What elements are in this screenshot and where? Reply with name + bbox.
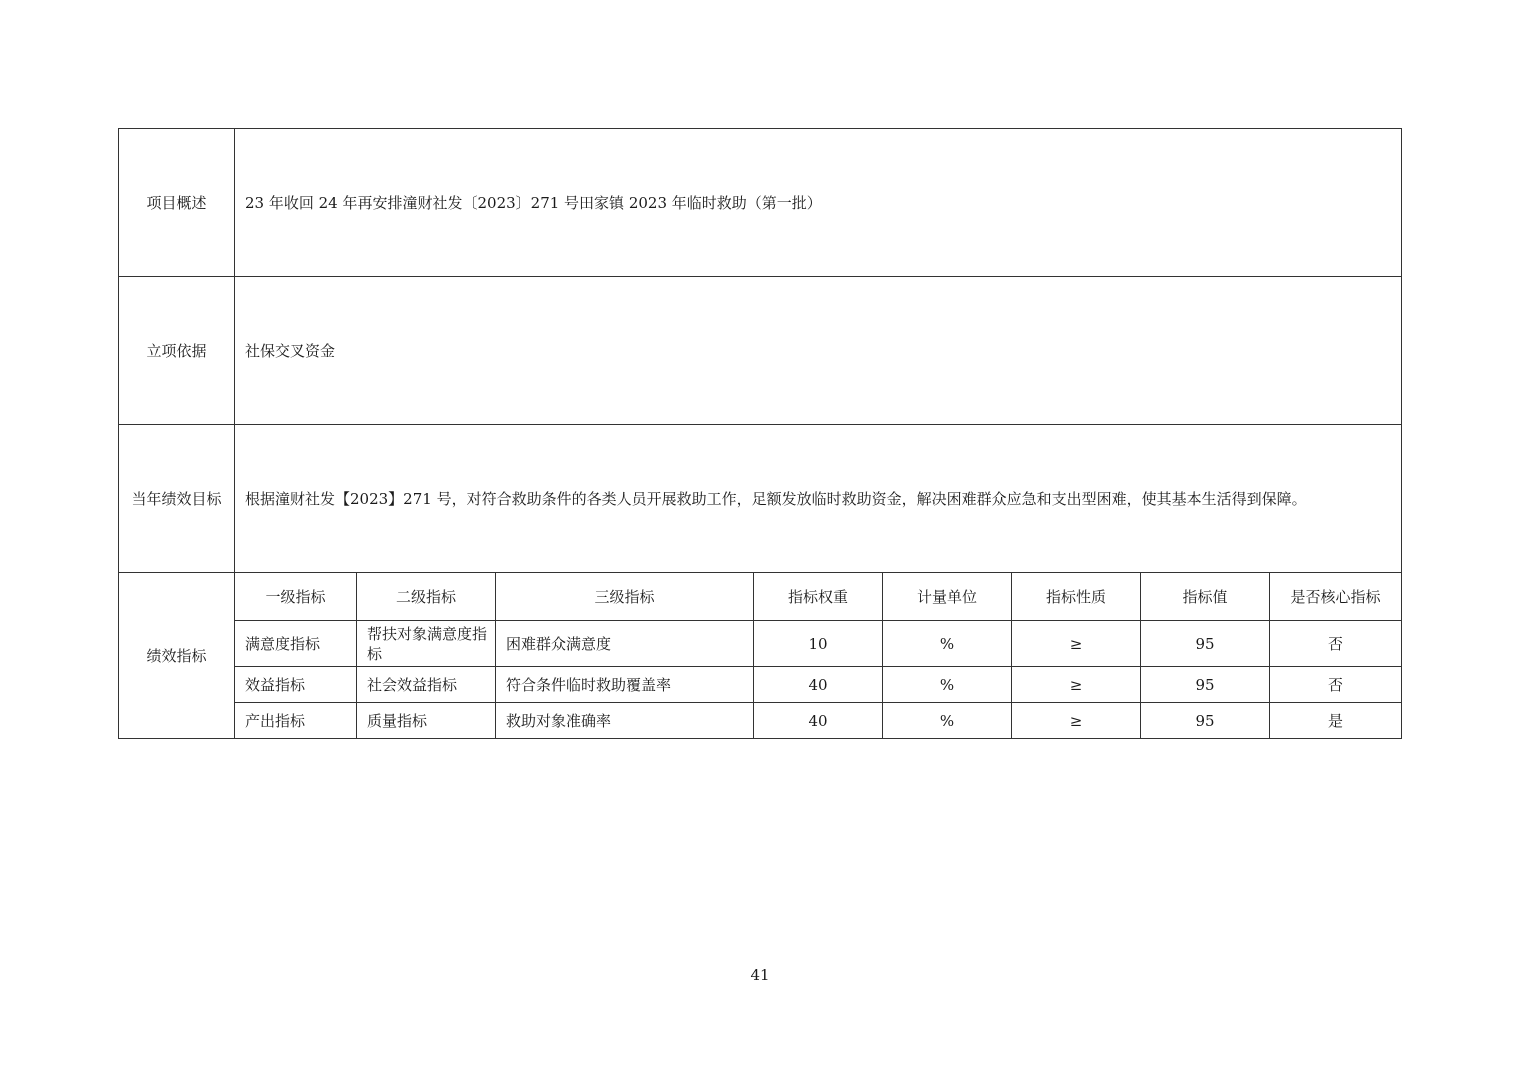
overview-row: [119, 129, 1402, 277]
row-weight: 40: [754, 703, 883, 739]
basis-row: [119, 277, 1402, 425]
goal-label: 当年绩效目标: [119, 425, 235, 573]
goal-text: 根据潼财社发【2023】271 号，对符合救助条件的各类人员开展救助工作，足额发放临时救助资金，解决困难群众应急和支出型困难，使其基本生活得到保障。: [235, 425, 1402, 573]
table-row: [119, 703, 1402, 739]
row-value: 95: [1141, 667, 1270, 703]
header-level1: 一级指标: [235, 573, 357, 621]
goal-row: [119, 425, 1402, 573]
row-level2: 社会效益指标: [357, 667, 496, 703]
header-unit: 计量单位: [883, 573, 1012, 621]
row-unit: %: [883, 621, 1012, 667]
header-core: 是否核心指标: [1270, 573, 1402, 621]
overview-label: 项目概述: [119, 129, 235, 277]
row-unit: %: [883, 703, 1012, 739]
row-level1: 产出指标: [235, 703, 357, 739]
row-value: 95: [1141, 703, 1270, 739]
table-row: [119, 667, 1402, 703]
row-nature: ≥: [1012, 667, 1141, 703]
row-weight: 40: [754, 667, 883, 703]
row-level3: 符合条件临时救助覆盖率: [496, 667, 754, 703]
header-nature: 指标性质: [1012, 573, 1141, 621]
table-row: [119, 621, 1402, 667]
row-level2: 质量指标: [357, 703, 496, 739]
indicator-header-row: [119, 573, 1402, 621]
row-weight: 10: [754, 621, 883, 667]
row-level1: 满意度指标: [235, 621, 357, 667]
basis-text: 社保交叉资金: [235, 277, 1402, 425]
basis-label: 立项依据: [119, 277, 235, 425]
header-level2: 二级指标: [357, 573, 496, 621]
row-core: 是: [1270, 703, 1402, 739]
performance-table: [118, 128, 1402, 739]
header-weight: 指标权重: [754, 573, 883, 621]
row-unit: %: [883, 667, 1012, 703]
row-nature: ≥: [1012, 703, 1141, 739]
header-level3: 三级指标: [496, 573, 754, 621]
row-core: 否: [1270, 621, 1402, 667]
row-nature: ≥: [1012, 621, 1141, 667]
row-level1: 效益指标: [235, 667, 357, 703]
row-level2: 帮扶对象满意度指标: [357, 621, 496, 667]
page-number: 41: [750, 966, 770, 984]
overview-text: 23 年收回 24 年再安排潼财社发〔2023〕271 号田家镇 2023 年临时救助（第一批）: [235, 129, 1402, 277]
row-level3: 救助对象准确率: [496, 703, 754, 739]
header-value: 指标值: [1141, 573, 1270, 621]
row-value: 95: [1141, 621, 1270, 667]
indicators-label: 绩效指标: [119, 573, 235, 739]
row-level3: 困难群众满意度: [496, 621, 754, 667]
row-core: 否: [1270, 667, 1402, 703]
